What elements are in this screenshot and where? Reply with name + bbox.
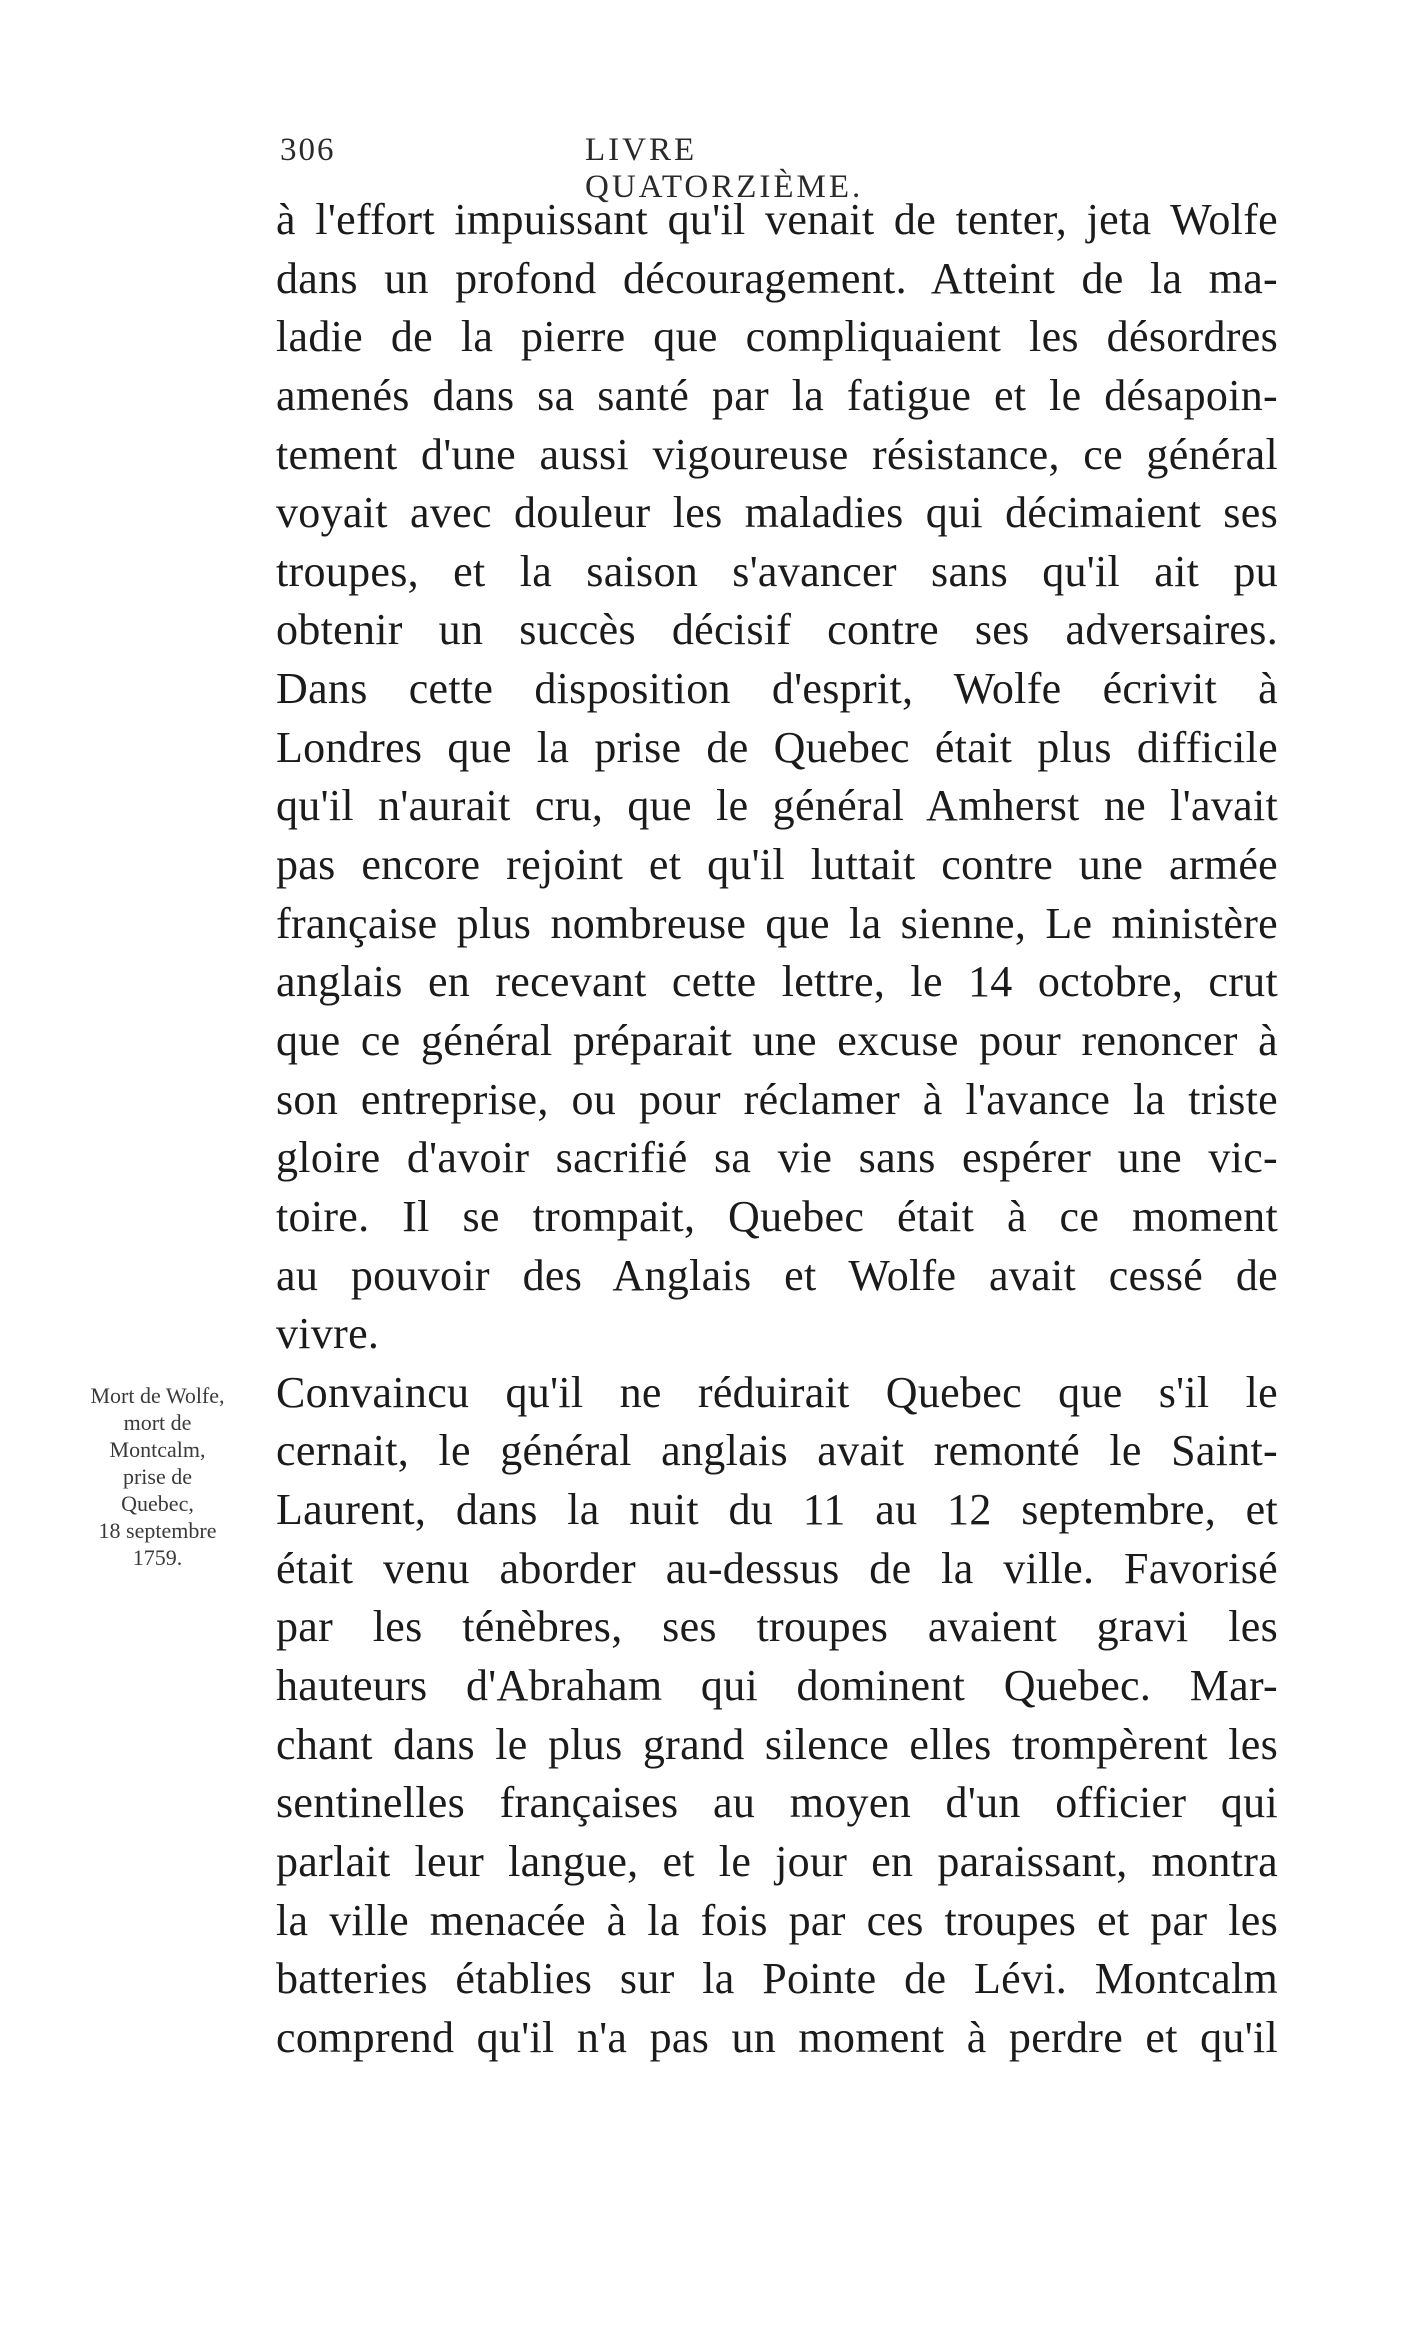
text-line: voyait avec douleur les maladies qui décimaient ses xyxy=(276,488,1278,538)
margin-note-line: prise de xyxy=(122,1464,193,1489)
text-line: cernait, le général anglais avait remonté le Saint- xyxy=(276,1426,1278,1476)
text-line: dans un profond découragement. Atteint de la ma- xyxy=(276,253,1278,303)
margin-note-line: 18 septembre xyxy=(98,1518,217,1543)
text-line: parlait leur langue, et le jour en paraissant, montra xyxy=(276,1836,1278,1886)
text-line: chant dans le plus grand silence elles trompèrent les xyxy=(276,1719,1278,1769)
text-line: gloire d'avoir sacrifié sa vie sans espérer une vic- xyxy=(276,1133,1278,1183)
text-line: hauteurs d'Abraham qui dominent Quebec. Mar- xyxy=(276,1661,1278,1711)
running-title: LIVRE QUATORZIÈME. xyxy=(585,132,864,205)
text-line: que ce général préparait une excuse pour renoncer à xyxy=(276,1015,1278,1065)
text-line: son entreprise, ou pour réclamer à l'avance la triste xyxy=(276,1074,1278,1124)
text-line: à l'effort impuissant qu'il venait de tenter, jeta Wolfe xyxy=(276,195,1278,244)
text-line: troupes, et la saison s'avancer sans qu'il ait pu xyxy=(276,546,1278,596)
text-line: Dans cette disposition d'esprit, Wolfe écrivit à xyxy=(276,664,1278,714)
text-line: toire. Il se trompait, Quebec était à ce moment xyxy=(276,1191,1278,1241)
text-line: pas encore rejoint et qu'il luttait contre une armée xyxy=(276,840,1278,890)
text-line: au pouvoir des Anglais et Wolfe avait cessé de xyxy=(276,1250,1278,1300)
text-line: anglais en recevant cette lettre, le 14 octobre, crut xyxy=(276,957,1278,1007)
page-header xyxy=(280,132,985,205)
text-line: tement d'une aussi vigoureuse résistance, ce général xyxy=(276,429,1278,479)
text-line: Laurent, dans la nuit du 11 au 12 septembre, et xyxy=(276,1485,1278,1535)
text-line: vivre. xyxy=(276,1309,380,1359)
text-line: obtenir un succès décisif contre ses adversaires. xyxy=(276,605,1278,655)
text-line: amenés dans sa santé par la fatigue et le désapoin- xyxy=(276,370,1278,420)
text-line: française plus nombreuse que la sienne, Le ministère xyxy=(276,898,1278,948)
margin-note-line: Mort de Wolfe, xyxy=(90,1383,225,1408)
text-line: par les ténèbres, ses troupes avaient gravi les xyxy=(276,1602,1278,1652)
margin-note-line: mort de xyxy=(123,1410,192,1435)
text-line: qu'il n'aurait cru, que le général Amherst ne l'avait xyxy=(276,781,1278,831)
text-line: comprend qu'il n'a pas un moment à perdre et qu'il xyxy=(276,2012,1278,2062)
text-line: la ville menacée à la fois par ces troupes et par les xyxy=(276,1895,1278,1945)
text-line: ladie de la pierre que compliquaient les désordres xyxy=(276,312,1278,362)
margin-note-line: Quebec, xyxy=(121,1491,194,1516)
text-line: Convaincu qu'il ne réduirait Quebec que s'il le xyxy=(276,1367,1278,1417)
body-text xyxy=(276,191,1278,2068)
margin-note-line: 1759. xyxy=(132,1545,183,1570)
text-line: batteries établies sur la Pointe de Lévi. Montcalm xyxy=(276,1954,1278,2004)
text-line: sentinelles françaises au moyen d'un officier qui xyxy=(276,1778,1278,1828)
margin-note xyxy=(50,1382,265,1571)
margin-note-line: Montcalm, xyxy=(109,1437,206,1462)
text-line: Londres que la prise de Quebec était plus difficile xyxy=(276,722,1278,772)
page-number: 306 xyxy=(280,132,336,168)
text-line: était venu aborder au-dessus de la ville. Favorisé xyxy=(276,1543,1278,1593)
